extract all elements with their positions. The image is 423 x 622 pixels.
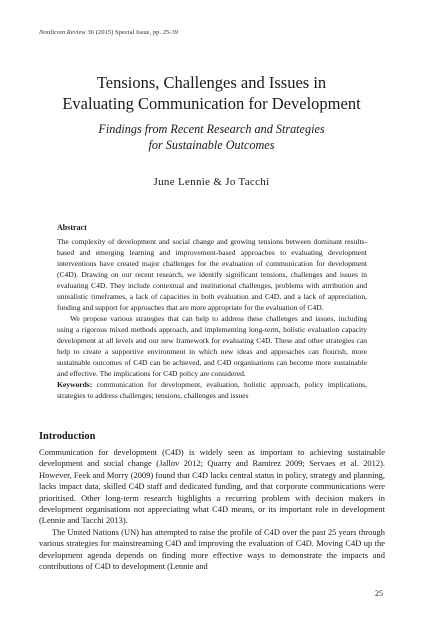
journal-name: Nordicom Review [39,29,86,36]
abstract-paragraph-1: The complexity of development and social change and growing tensions between dominant results-based and emerging learning and improvement-based approaches to evaluating development interventions have created major challenges for the evaluation of communication for development (C4D). Drawing on our recent research, we identify significant tensions, challenges and issues in evaluating C4D. They include contextual and institutional challenges, problems with attribution and unrealistic timeframes, a lack of capacities in both evaluation and C4D, and a lack of appreciation, funding and support for approaches that are more appropriate for the evaluation of C4D. [57,237,367,312]
paper-title [0,72,423,114]
keywords-text: communication for development, evaluation, holistic approach, policy implications, strategies to address challenges; tensions, challenges and issues [57,380,367,400]
title-line-2: Evaluating Communication for Development [62,94,361,113]
keywords-label: Keywords: [57,380,93,389]
introduction-paragraph-2: The United Nations (UN) has attempted to raise the profile of C4D over the past 25 years through various strategies for mainstreaming C4D and improving the evaluation of C4D. Moving C4D up the development agenda depends on finding more effective ways to demonstrate the impacts and contributions of C4D to development (Lennie and [39,526,385,572]
abstract [57,222,367,401]
page-number: 25 [375,589,383,598]
keywords [57,379,367,401]
abstract-heading: Abstract [57,223,87,232]
introduction-paragraph-1: Communication for development (C4D) is widely seen as important to achieving sustainable development and social change (Jallov 2012; Quarry and Ramirez 2009; Servaes et al. 2012). However, Feek and Morry (2009) found that C4D lacks central status in policy, strategy and planning, lacks impact data, skilled C4D staff and dedicated funding, and that corporate communications were prioritised. Other long-term research highlights a recurring problem with decision makers in development organisations not appreciating what C4D means, or its important role in development (Lennie and Tacchi 2013). [39,447,385,526]
authors: June Lennie & Jo Tacchi [153,176,270,188]
abstract-paragraph-2: We propose various strategies that can help to address these challenges and issues, including using a rigorous mixed methods approach, and implementing long-term, holistic evaluation capacity development at all levels and our new framework for evaluating C4D. These and other strategies can help to create a supportive environment in which new ideas and approaches can flourish, more sustainable outcomes of C4D can be achieved, and C4D organisations can become more sustainable and effective. The implications for C4D policy are considered. [57,314,367,378]
introduction-heading: Introduction [39,431,96,442]
subtitle-line-1: Findings from Recent Research and Strategies [98,122,325,136]
journal-issue: 36 (2015) Special Issue, pp. 25-39 [85,29,179,36]
paper-subtitle [0,121,423,153]
introduction-section [39,431,385,572]
subtitle-line-2: for Sustainable Outcomes [148,138,275,152]
title-line-1: Tensions, Challenges and Issues in [96,73,327,92]
running-header [39,29,178,36]
